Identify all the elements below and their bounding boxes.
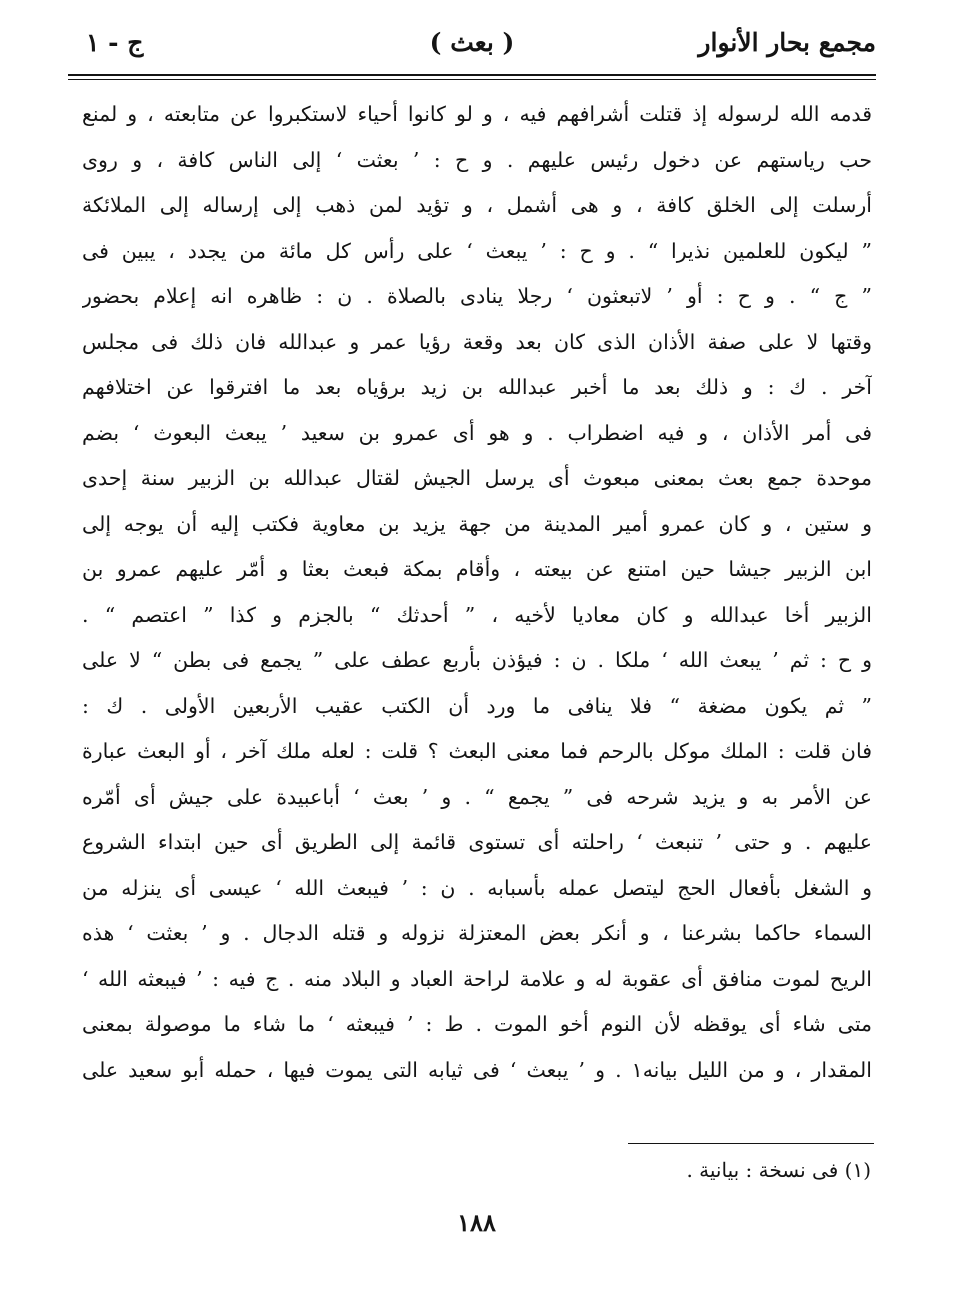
text-line: ” ج “ . و ح : أو ’ لاتبعثون ‘ رجلا ينادى بالصلاة . ن : ظاهره انه إعلام بحضور <box>82 284 872 308</box>
text-line: ” ثم يكون مضغة “ فلا ينافى ما ورد أن الكتب عقيب الأربعين الأولى . ك : <box>82 693 872 718</box>
text-line: أرسلت إلى الخلق كافة ، و هى أشمل ، و تؤيد لمن ذهب إلى إرساله إلى الملائكة <box>82 193 872 217</box>
text-line: و الشغل بأفعال الحج ليتصل عمله بأسبابه . ن : ’ فيبعث الله ‘ عيسى أى ينزله من <box>82 875 872 900</box>
text-line: و ستين ، و كان عمرو أمير المدينة من جهة يزيد بن معاوية فكتب إليه أن يوجه إلى <box>82 511 872 536</box>
text-line: موحدة جمع بعث بمعنى مبعوث أى يرسل الجيش لقتال عبدالله بن الزبير سنة إحدى <box>82 466 872 490</box>
text-line: الريح لموت منافق أى عقوبة له و علامة لراحة العباد و البلاد منه . ج فيه : ’ فيبعثه الله ‘ <box>82 966 872 991</box>
main-text <box>82 92 872 1093</box>
text-line: آخر . ك : و ذلك بعد ما أخبر عبدالله بن زيد برؤياه بعد ما افترقوا عن اختلافهم <box>82 375 872 399</box>
text-line: السماء حاكما بشرعنا ، و أنكر بعض المعتزلة نزوله و قتله الدجال . و ’ بعثت ‘ هذه <box>82 921 872 945</box>
text-line: عليهم . و حتى ’ تنبعث ‘ راحلته أى تستوى قائمة إلى الطريق أى حين ابتداء الشروع <box>82 830 872 854</box>
text-line: فان قلت : الملك موكل بالرحم فما معنى البعث ؟ قلت : لعله ملك آخر ، أو البعث عبارة <box>82 739 872 763</box>
text-line: المقدار ، و من الليل بيانه١ . و ’ يبعث ‘ فى ثيابه التى يموت فيها ، حمله أبو سعيد على <box>82 1057 872 1082</box>
text-line: عن الأمر به و يزيد شرحه فى ” يجمع “ . و ’ بعث ‘ أباعبيدة على جيش أى أمّره <box>82 784 872 809</box>
page-header <box>68 28 876 72</box>
volume-number: ج - ١ <box>86 28 144 57</box>
root-word-heading: ( بعث ) <box>429 28 515 57</box>
text-line: و ح : ثم ’ يبعث الله ‘ ملكا . ن : فيؤذن بأربع عطف على ” يجمع فى بطن “ لا على <box>82 648 872 672</box>
text-line: ” ليكون للعلمين نذيرا “ . و ح : ’ يبعث ‘ على رأس كل مائة من يجدد ، يبين فى <box>82 238 872 263</box>
text-line: وقتها لا على صفة الأذان الذى كان بعد وقعة رؤيا عمر و عبدالله فان ذلك فى مجلس <box>82 329 872 354</box>
text-line: فى أمر الأذان ، و فيه اضطراب . و هو أى عمرو بن سعيد ’ يبعث البعوث ‘ بضم <box>82 420 872 445</box>
text-line: متى شاء أى يوقظه لأن النوم أخو الموت . ط : ’ فيبعثه ‘ ما شاء ما موصولة بمعنى <box>82 1012 872 1036</box>
book-title: مجمع بحار الأنوار <box>698 28 876 57</box>
footnote: (١) فى نسخة : بيانية . <box>686 1158 871 1182</box>
text-line: الزبير أخا عبدالله و كان معاديا لأخيه ، ” أحدثك “ بالجزم و كذا ” اعتصم “ . <box>82 602 872 627</box>
text-line: قدمه الله لرسوله إذ قتلت أشرافهم فيه ، و لو كانوا أحياء لاستكبروا عن متابعته ، و لمنع <box>82 102 872 126</box>
text-line: ابن الزبير جيشا حين امتنع عن بيعته ، وأقام بمكة فبعث بعثا و أمّر عليهم عمرو بن <box>82 557 872 581</box>
text-line: حب رياستهم عن دخول رئيس عليهم . و ح : ’ بعثت ‘ إلى الناس كافة ، و روى <box>82 147 872 172</box>
header-rule <box>68 74 876 80</box>
footnote-rule <box>628 1143 874 1144</box>
page-number: ١٨٨ <box>457 1208 496 1237</box>
